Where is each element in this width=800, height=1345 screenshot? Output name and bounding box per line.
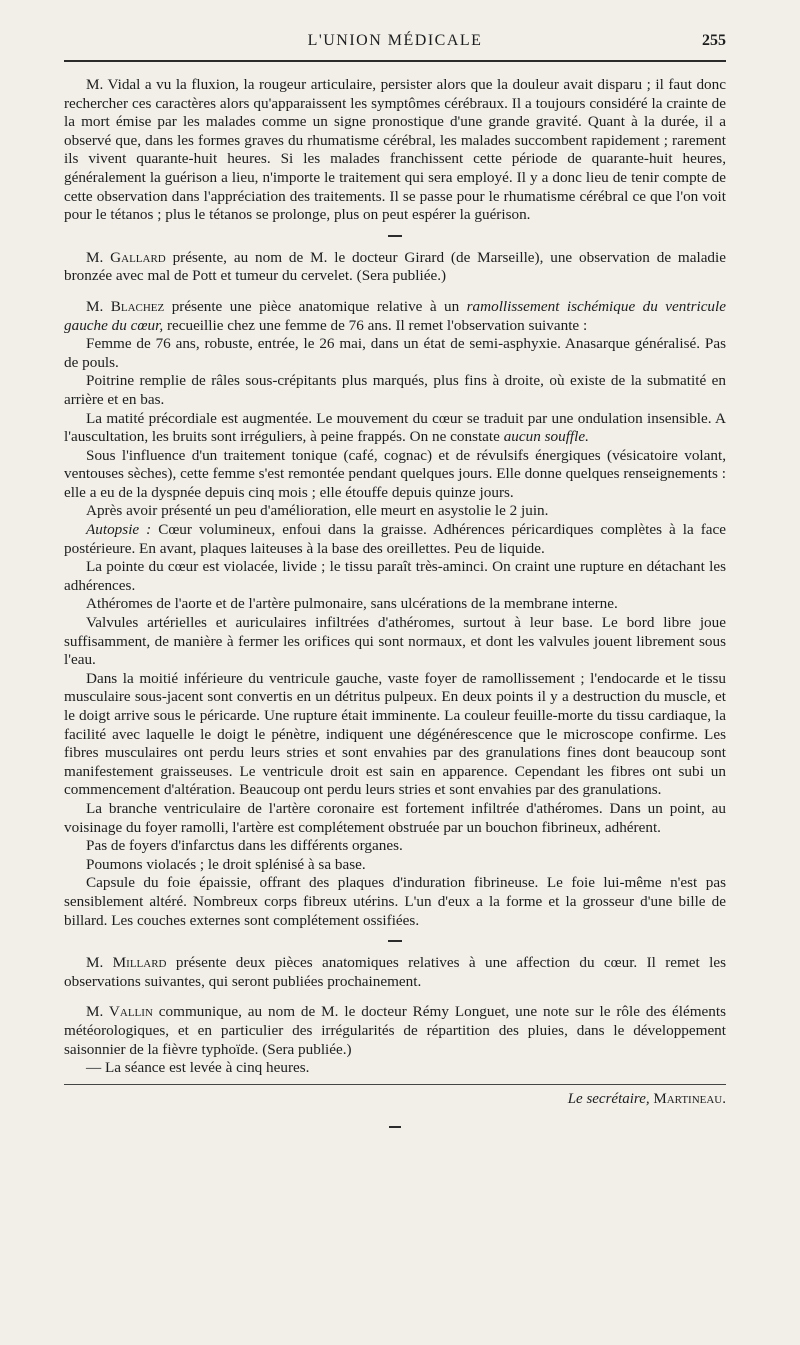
paragraph-gallard: M. Gallard présente, au nom de M. le docteur Girard (de Marseille), une observation de maladie bronzée avec mal de Pott et tumeur du cervelet. (Sera publiée.): [64, 248, 726, 285]
signature-line: [64, 1084, 726, 1108]
paragraph-capsule: Capsule du foie épaissie, offrant des plaques d'induration fibrineuse. Le foie lui-même n'est pas sensiblement altéré. Nombreux corps fibreux utérins. L'un d'eux a la forme et la grosseur d'une bille de billard. Les couches externes sont complétement ossifiées.: [64, 874, 726, 929]
paragraph-matite: La matité précordiale est augmentée. Le mouvement du cœur se traduit par une ondulation insensible. A l'auscultation, les bruits sont irréguliers, à peine frappés. On ne constate aucun souffle.: [64, 409, 726, 446]
speaker-millard: M. Millard: [86, 954, 167, 972]
paragraph-blachez: M. Blachez présente une pièce anatomique relative à un ramollissement ischémique du ventricule gauche du cœur, recueillie chez une femme de 76 ans. Il remet l'observation suivante :: [64, 297, 726, 334]
paragraph-autopsie: Autopsie : Cœur volumineux, enfoui dans la graisse. Adhérences péricardiques complètes à la face postérieure. En avant, plaques laiteuses à la base des oreillettes. Peu de liquide.: [64, 521, 726, 557]
section-separator: [388, 940, 402, 942]
paragraph-atheromes: Athéromes de l'aorte et de l'artère pulmonaire, sans ulcérations de la membrane interne.: [86, 595, 618, 613]
section-separator: [388, 235, 402, 237]
paragraph-branche: La branche ventriculaire de l'artère coronaire est fortement infiltrée d'athéromes. Dans un point, au voisinage du foyer ramolli, l'artère est complétement obstruée par un bouchon fibrineux, adhérent.: [64, 799, 726, 836]
speaker-gallard: M. Gallard: [86, 248, 166, 266]
journal-page: [0, 20, 800, 1345]
speaker-blachez: M. Blachez: [86, 297, 165, 315]
paragraph-poumons: Poumons violacés ; le droit splénisé à sa base.: [86, 855, 366, 873]
paragraph-vidal: M. Vidal a vu la fluxion, la rougeur articulaire, persister alors que la douleur avait disparu ; il faut donc rechercher ces caractères alors qu'apparaissent les symptômes cérébraux. Il a toujours considéré la crainte de la mort émise par les malades comme un signe pronostique d'une grande gravité. Quant à la durée, il a observé que, dans les formes graves du rhumatisme cérébral, les malades succombent rapidement ; rarement ils vivent quarante-huit heures. Si les malades franchissent cette période de quarante-huit heures, généralement la guérison a lieu, n'importe le traitement qui sera employé. Il y a donc lieu de tenir compte de cette observation dans l'appréciation des traitements. Il se passe pour le rhumatisme cérébral ce que l'on voit pour le tétanos ; plus le tétanos se prolonge, plus on peut espérer la guérison.: [64, 76, 726, 224]
signature-name: Martineau.: [653, 1090, 726, 1107]
running-title: L'UNION MÉDICALE: [307, 32, 483, 49]
page-header: [64, 20, 726, 62]
speaker-vallin: M. Vallin: [86, 1003, 153, 1021]
paragraph-moitie: Dans la moitié inférieure du ventricule gauche, vaste foyer de ramollissement ; l'endocarde et le tissu musculaire sous-jacent sont convertis en un détritus pulpeux. En deux points il y a destruction du muscle, et le doigt arrive sous le péricarde. Une rupture était imminente. La couleur feuille-morte du tissu cardiaque, la facilité avec laquelle le doigt le pénètre, indiquent une dégénérescence que le microscope confirme. Les fibres musculaires ont perdu leurs stries et sont envahies par des granulations fines dont beaucoup sont manifestement graisseuses. Le ventricule droit est sain en apparence. Cependant les fibres ont subi un commencement d'altération. Beaucoup ont perdu leurs stries et sont envahies par des granulations.: [64, 669, 726, 799]
autopsie-label: Autopsie :: [86, 521, 152, 539]
paragraph-poitrine: Poitrine remplie de râles sous-crépitants plus marqués, plus fins à droite, où existe de la submatité en arrière et en bas.: [64, 372, 726, 408]
paragraph-pointe: La pointe du cœur est violacée, livide ; le tissu paraît très-aminci. On craint une rupture en détachant les adhérences.: [64, 558, 726, 594]
blachez-topic: ramollissement ischémique du ventricule gauche du cœur,: [64, 297, 726, 334]
signature-role: Le secrétaire,: [567, 1090, 650, 1107]
page-number: 255: [702, 32, 726, 49]
paragraph-apres: Après avoir présenté un peu d'amélioration, elle meurt en asystolie le 2 juin.: [86, 502, 549, 520]
paragraph-millard: M. Millard présente deux pièces anatomiques relatives à une affection du cœur. Il remet les observations suivantes, qui seront publiées prochainement.: [64, 954, 726, 990]
paragraph-foyers: Pas de foyers d'infarctus dans les différents organes.: [86, 837, 403, 855]
paragraph-influence: Sous l'influence d'un traitement tonique (café, cognac) et de révulsifs énergiques (vésicatoire volant, ventouses sèches), cette femme s'est remontée pendant quelques jours. Elle donne quelques renseignements : elle a eu de la dyspnée depuis cinq mois ; elle étouffe depuis quinze jours.: [64, 446, 726, 501]
article-body: [64, 76, 726, 1078]
end-rule: [389, 1126, 401, 1128]
paragraph-femme: Femme de 76 ans, robuste, entrée, le 26 mai, dans un état de semi-asphyxie. Anasarque généralisé. Pas de pouls.: [64, 335, 726, 371]
paragraph-valvules: Valvules artérielles et auriculaires infiltrées d'athéromes, surtout à leur base. Le bord libre joue suffisamment, de manière à fermer les orifices qui sont normaux, et dont les valvules jouent librement sous l'eau.: [64, 614, 726, 669]
paragraph-vallin: M. Vallin communique, au nom de M. le docteur Rémy Longuet, une note sur le rôle des éléments météorologiques, et en particulier des irrégularités de répartition des pluies, dans le développement saisonnier de la fièvre typhoïde. (Sera publiée.): [64, 1003, 726, 1058]
paragraph-seance: — La séance est levée à cinq heures.: [86, 1059, 310, 1077]
